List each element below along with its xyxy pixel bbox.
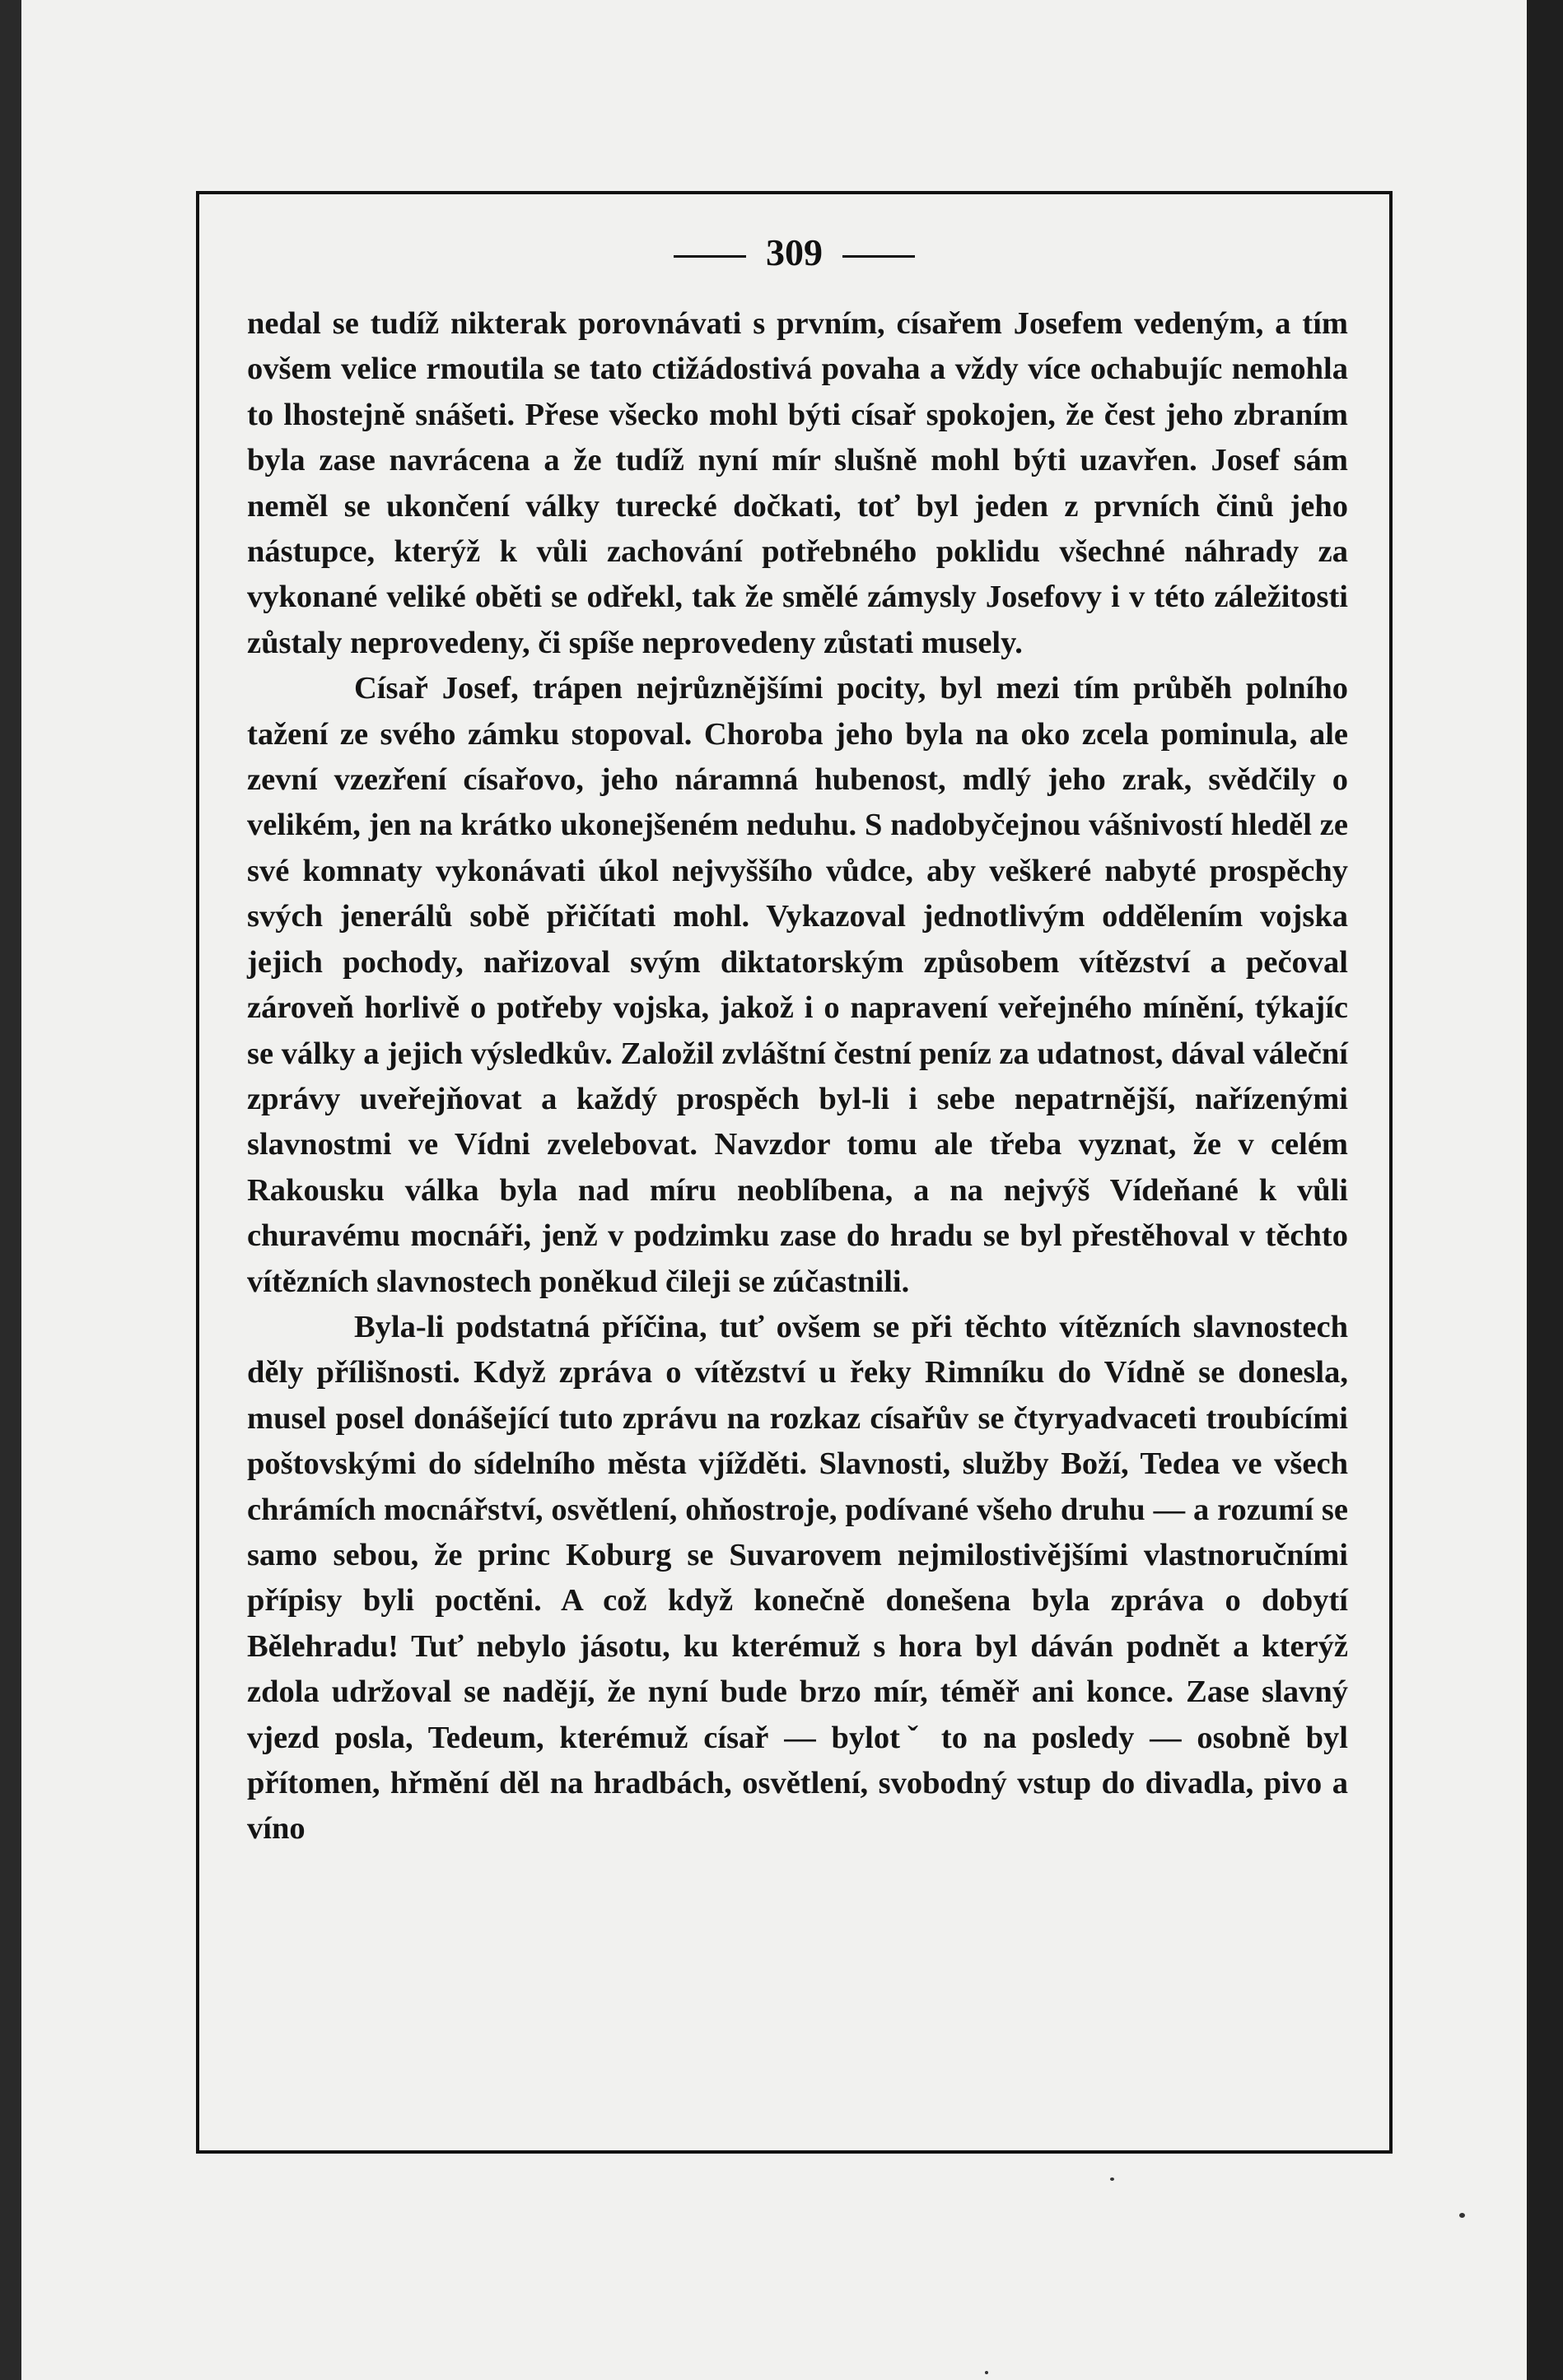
paragraph-2: Císař Josef, trápen nejrůznějšími pocity, byl mezi tím průběh polního tažení ze svého zámku stopoval. Choroba jeho byla na oko zcela pominula, ale zevní vzezření císařovo, jeho náramná hubenost, mdlý jeho zrak, svědčily o velikém, jen na krátko ukonejšeném neduhu. S nadobyčejnou vášnivostí hleděl ze své komnaty vykonávati úkol nejvyššího vůdce, aby veškeré nabyté prospěchy svých jenerálů sobě přičítati mohl. Vykazoval jednotlivým oddělením vojska jejich pochody, nařizoval svým diktatorským způsobem vítězství a pečoval zároveň horlivě o potřeby vojska, jakož i o napravení veřejného mínění, týkajíc se války a jejich výsledkův. Založil zvláštní čestní peníz za udatnost, dával váleční zprávy uveřejňovat a každý prospěch byl-li i sebe nepatrnější, nařízenými slavnostmi ve Vídni zvelebovat. Navzdor tomu ale třeba vyznat, že v celém Rakousku válka byla nad míru neoblíbena, a na nejvýš Vídeňané k vůli churavému mocnáři, jenž v podzimku zase do hradu se byl přestěhoval v těchto vítězních slavnostech poněkud čileji se zúčastnili.	[247, 671, 1348, 1299]
text-body	[247, 301, 1348, 1852]
scan-speck	[1110, 2177, 1114, 2181]
paragraph-1: nedal se tudíž nikterak porovnávati s prvním, císařem Josefem vedeným, a tím ovšem velice rmoutila se tato ctižádostivá povaha a vždy více ochabujíc nemohla to lhostejně snášeti. Přese všecko mohl býti císař spokojen, že čest jeho zbraním byla zase navrácena a že tudíž nyní mír slušně mohl býti uzavřen. Josef sám neměl se ukončení války turecké dočkati, toť byl jeden z prvních činů jeho nástupce, kterýž k vůli zachování potřebného poklidu všechné náhrady za vykonané veliké oběti se odřekl, tak že smělé zámysly Josefovy i v této záležitosti zůstaly neprovedeny, či spíše neprovedeny zůstati musely.	[247, 306, 1348, 660]
scan-speck	[1459, 2213, 1465, 2218]
scan-edge-right	[1527, 0, 1563, 2380]
page-number-dash-right	[842, 255, 915, 258]
page-number-header	[199, 231, 1389, 273]
scan-speck	[985, 2371, 988, 2374]
page-number: 309	[766, 231, 823, 273]
page-frame	[196, 191, 1393, 2154]
paragraph-3: Byla-li podstatná příčina, tuť ovšem se při těchto vítězních slavnostech děly přílišnosti. Když zpráva o vítězství u řeky Rimníku do Vídně se donesla, musel posel donášející tuto zprávu na rozkaz císařův se čtyryadvaceti troubícími poštovskými do sídelního města vjížděti. Slavnosti, služby Boží, Tedea ve všech chrámích mocnářství, osvětlení, ohňostroje, podívané všeho druhu — a rozumí se samo sebou, že princ Koburg se Suvarovem nejmilostivějšími vlastnoručními přípisy byli poctěni. A což když konečně donešena byla zpráva o dobytí Bělehradu! Tuť nebylo jásotu, ku kterémuž s hora byl dáván podnět a kterýž zdola udržoval se nadějí, že nyní bude brzo mír, téměř ani konce. Zase slavný vjezd posla, Tedeum, kterémuž císař — bylotˇ to na posledy — osobně byl přítomen, hřmění děl na hradbách, osvětlení, svobodný vstup do divadla, pivo a víno	[247, 1309, 1348, 1847]
scan-edge-left	[0, 0, 21, 2380]
page-number-dash-left	[674, 255, 746, 258]
